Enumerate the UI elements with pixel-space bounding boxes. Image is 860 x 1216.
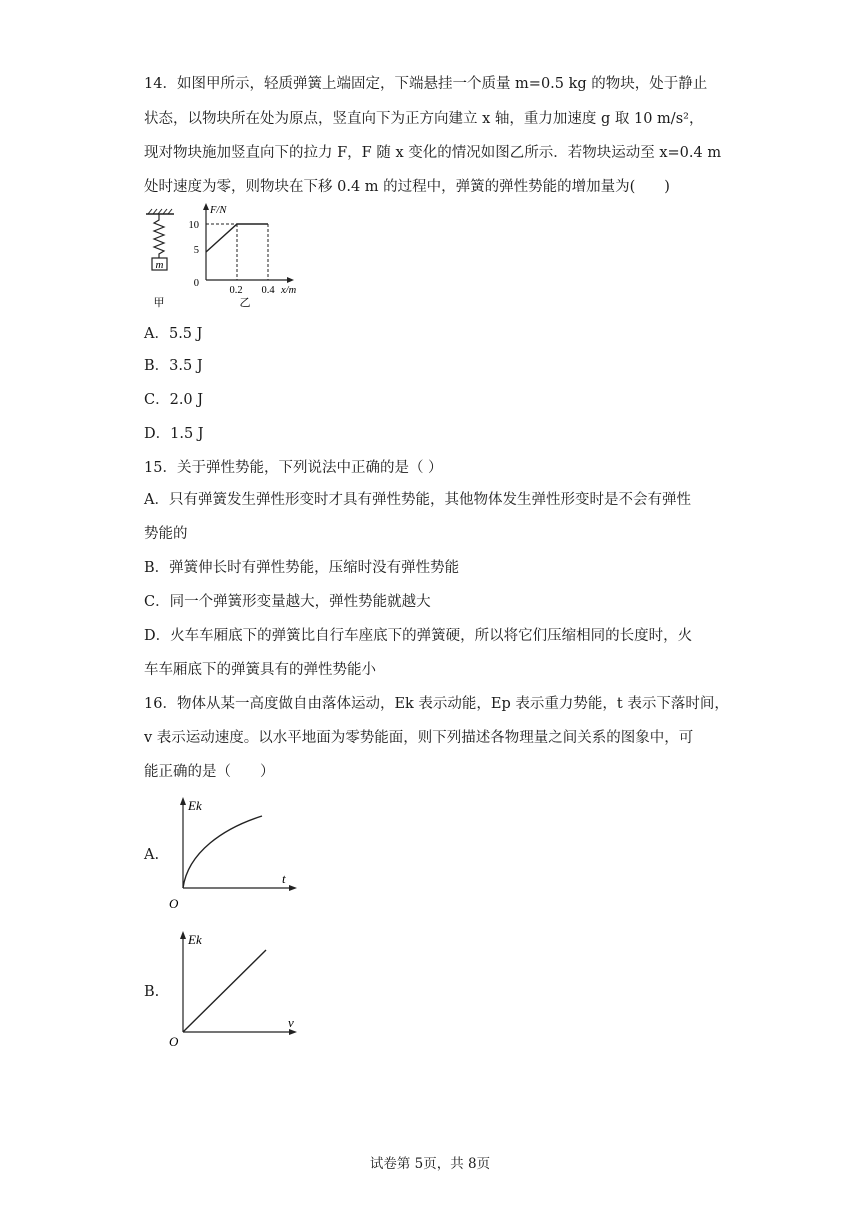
q16-line-3: 能正确的是（ ） xyxy=(144,764,275,780)
q16-option-b-label[interactable]: B. xyxy=(144,984,160,1000)
q14-line-4: 处时速度为零，则物块在下移 0.4 m 的过程中，弹簧的弹性势能的增加量为( ) xyxy=(144,179,670,195)
origin-label: O xyxy=(169,1034,179,1049)
q16-option-a-label[interactable]: A. xyxy=(144,847,160,863)
q15-option-a-line-1[interactable]: A．只有弹簧发生弹性形变时才具有弹性势能，其他物体发生弹性形变时是不会有弹性 xyxy=(144,492,691,508)
q14-option-c[interactable]: C．2.0 J xyxy=(144,392,204,408)
q14-option-d[interactable]: D．1.5 J xyxy=(144,426,204,442)
x-axis-arrow xyxy=(287,277,294,283)
q16-line-1: 16．物体从某一高度做自由落体运动，Ek 表示动能，Ep 表示重力势能，t 表示下落时间， xyxy=(144,696,729,712)
origin-label: O xyxy=(169,896,179,911)
q15-option-a-line-2[interactable]: 势能的 xyxy=(144,526,188,542)
q14-line-3: 现对物块施加竖直向下的拉力 F，F 随 x 变化的情况如图乙所示．若物块运动至 x=0.4 m xyxy=(144,145,722,161)
q15-option-c[interactable]: C．同一个弹簧形变量越大，弹性势能就越大 xyxy=(144,594,431,610)
y-axis-arrow xyxy=(180,931,186,939)
x-axis-label: x/m xyxy=(281,285,297,296)
spring xyxy=(154,214,164,258)
y-axis-arrow xyxy=(203,203,209,210)
q14-line-2: 状态，以物块所在处为原点，竖直向下为正方向建立 x 轴，重力加速度 g 取 10 m/s²， xyxy=(144,111,704,127)
y-axis-label: Ek xyxy=(188,798,202,813)
caption-yi: 乙 xyxy=(239,297,251,309)
x-axis-arrow xyxy=(289,885,297,891)
y-axis-arrow xyxy=(180,797,186,805)
caption-jia: 甲 xyxy=(153,297,165,309)
x-tick-0.4: 0.4 xyxy=(261,285,275,296)
origin-label: 0 xyxy=(193,278,199,289)
y-tick-5: 5 xyxy=(193,245,199,256)
y-axis-label: Ek xyxy=(188,932,202,947)
y-tick-10: 10 xyxy=(188,220,199,231)
y-axis-label: F/N xyxy=(210,205,227,216)
x-axis-label: t xyxy=(282,871,286,886)
q15-option-d-line-2[interactable]: 车车厢底下的弹簧具有的弹性势能小 xyxy=(144,662,376,678)
x-axis-label: v xyxy=(288,1015,294,1030)
f-x-line xyxy=(206,224,268,252)
q16-line-2: v 表示运动速度。以水平地面为零势能面，则下列描述各物理量之间关系的图象中，可 xyxy=(144,730,694,746)
page-footer: 试卷第 5页，共 8页 xyxy=(369,1156,491,1172)
q14-line-1: 14．如图甲所示，轻质弹簧上端固定，下端悬挂一个质量 m=0.5 kg 的物块，处于静止 xyxy=(144,76,708,92)
ek-t-curve xyxy=(183,816,262,888)
q14-figure xyxy=(140,200,320,312)
x-tick-0.2: 0.2 xyxy=(229,285,243,296)
q14-plot-area xyxy=(206,224,268,280)
ek-v-line xyxy=(183,950,266,1032)
f-x-graph xyxy=(189,203,297,309)
ceiling-hatch xyxy=(146,209,174,214)
mass-label: m xyxy=(155,259,164,271)
q15-option-b[interactable]: B．弹簧伸长时有弹性势能，压缩时没有弹性势能 xyxy=(144,560,460,576)
q14-option-a[interactable]: A．5.5 J xyxy=(144,326,203,342)
q14-option-b[interactable]: B．3.5 J xyxy=(144,358,203,374)
q15-option-d-line-1[interactable]: D．火车车厢底下的弹簧比自行车座底下的弹簧硬，所以将它们压缩相同的长度时，火 xyxy=(144,628,693,644)
q16-option-b-graph[interactable] xyxy=(164,924,304,1050)
q16-option-a-graph[interactable] xyxy=(164,792,304,914)
q15-stem: 15．关于弹性势能，下列说法中正确的是（ ） xyxy=(144,460,443,476)
